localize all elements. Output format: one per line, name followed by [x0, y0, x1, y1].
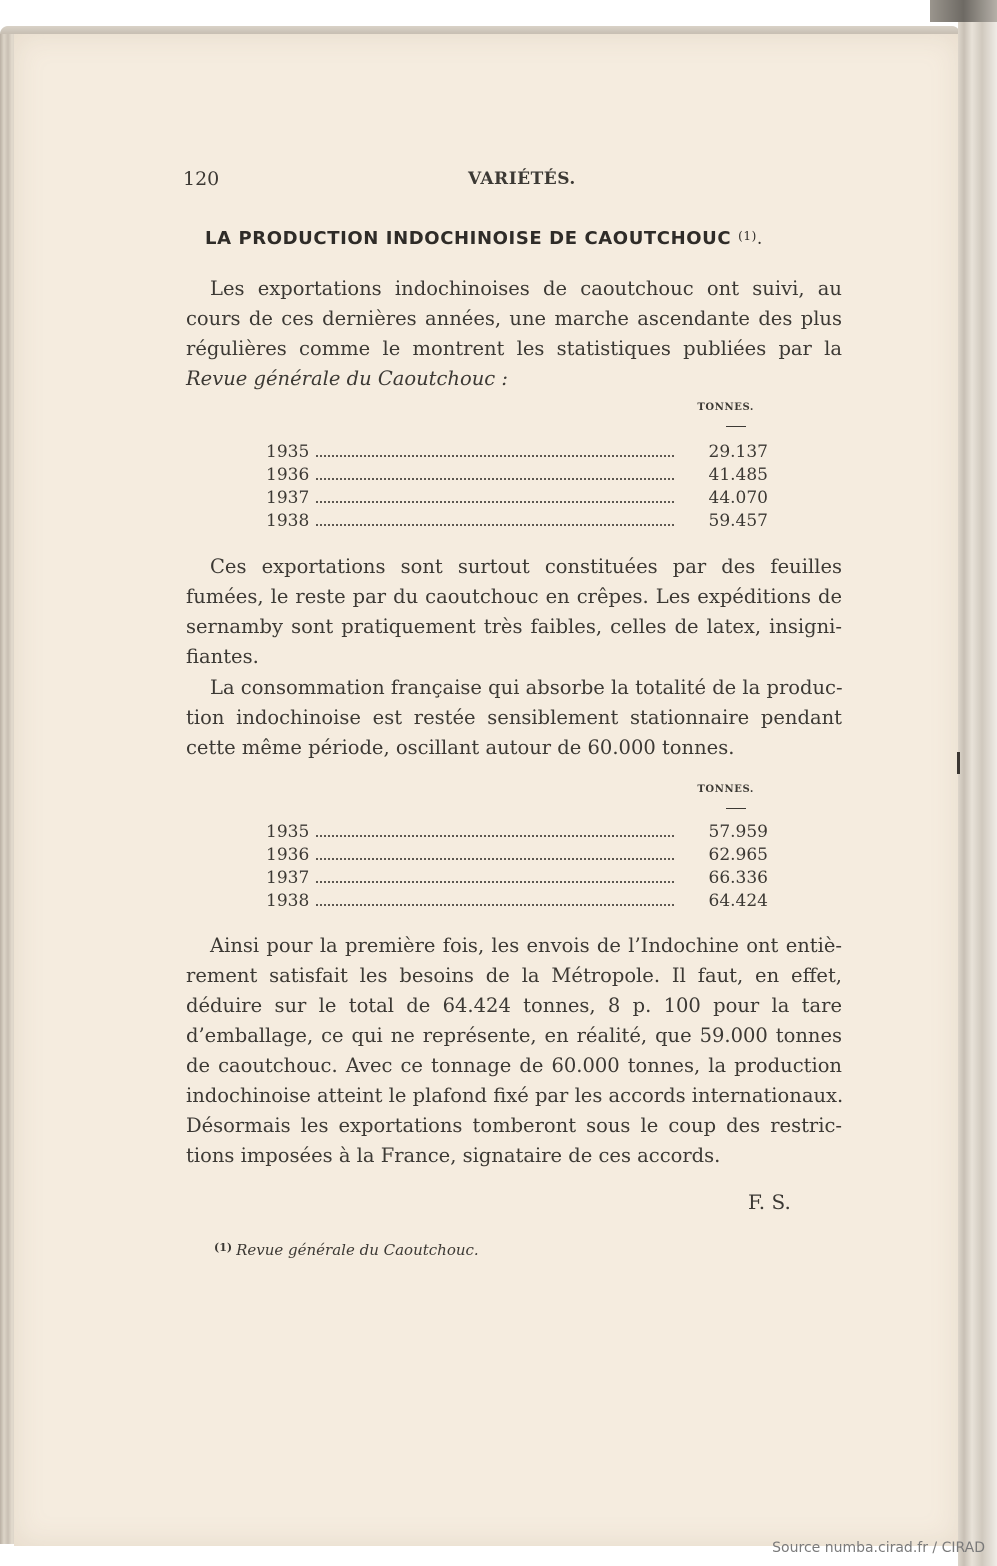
- table-row: [266, 511, 768, 533]
- paragraph-3: [186, 673, 842, 763]
- table-row: [266, 822, 768, 844]
- paragraph-2: [186, 552, 842, 672]
- dot-leader: [316, 455, 674, 457]
- table-row: [266, 891, 768, 913]
- paragraph-line: tions imposées à la France, signataire de ces accords.: [186, 1144, 721, 1167]
- row-value: 66.336: [708, 868, 768, 888]
- dot-leader: [316, 858, 674, 860]
- article-title: [205, 228, 763, 249]
- section-heading: VARIÉTÉS.: [468, 169, 576, 189]
- footnote-mark: (1): [214, 1241, 233, 1254]
- row-year: 1937: [266, 488, 310, 508]
- title-period: .: [756, 229, 763, 249]
- row-value: 64.424: [708, 891, 768, 911]
- paragraph-line: indochinoise atteint le plafond fixé par les accords internationaux.: [186, 1084, 844, 1107]
- row-year: 1935: [266, 442, 310, 462]
- paragraph-line: Les exportations indochinoises de caoutchouc ont suivi, au: [210, 277, 842, 300]
- paragraph-line: de caoutchouc. Avec ce tonnage de 60.000 tonnes, la production: [186, 1054, 842, 1077]
- row-value: 44.070: [708, 488, 768, 508]
- dot-leader: [316, 501, 674, 503]
- page-number: 120: [183, 168, 220, 190]
- row-value: 57.959: [708, 822, 768, 842]
- title-footnote-mark: (1): [738, 229, 757, 243]
- paragraph-line: déduire sur le total de 64.424 tonnes, 8 p. 100 pour la tare: [186, 994, 842, 1017]
- table-row: [266, 488, 768, 510]
- table-row: [266, 845, 768, 867]
- paragraph-line: rement satisfait les besoins de la Métropole. Il faut, en effet,: [186, 964, 842, 987]
- paragraph-4: [186, 931, 842, 1171]
- paragraph-line: fiantes.: [186, 645, 259, 668]
- book-right-edge: [958, 0, 997, 1566]
- row-value: 59.457: [708, 511, 768, 531]
- paragraph-line: régulières comme le montrent les statistiques publiées par la: [186, 337, 842, 360]
- paragraph-line: tion indochinoise est restée sensiblement stationnaire pendant: [186, 706, 842, 729]
- paragraph-line: Désormais les exportations tomberont sous le coup des restric-: [186, 1114, 842, 1137]
- journal-title: Revue générale du Caoutchouc :: [186, 367, 508, 390]
- book-gutter: [930, 0, 997, 22]
- row-year: 1936: [266, 845, 310, 865]
- row-year: 1937: [266, 868, 310, 888]
- row-year: 1935: [266, 822, 310, 842]
- header-dash: [726, 426, 746, 427]
- table-row: [266, 465, 768, 487]
- dot-leader: [316, 524, 674, 526]
- paragraph-line: cette même période, oscillant autour de 60.000 tonnes.: [186, 736, 735, 759]
- running-head: [180, 168, 820, 196]
- table-column-header: TONNES.: [697, 402, 754, 413]
- paragraph-line: d’emballage, ce qui ne représente, en réalité, que 59.000 tonnes: [186, 1024, 842, 1047]
- row-year: 1936: [266, 465, 310, 485]
- table-column-header: TONNES.: [697, 784, 754, 795]
- footnote: [214, 1241, 479, 1259]
- paragraph-line: Ainsi pour la première fois, les envois de l’Indochine ont entiè-: [210, 934, 842, 957]
- paragraph-line: fumées, le reste par du caoutchouc en crêpes. Les expéditions de: [186, 585, 842, 608]
- dot-leader: [316, 835, 674, 837]
- paragraph-line: La consommation française qui absorbe la totalité de la produc-: [210, 676, 843, 699]
- source-credit: Source numba.cirad.fr / CIRAD: [772, 1540, 985, 1556]
- consumption-table: [266, 784, 768, 914]
- paragraph-line: cours de ces dernières années, une marche ascendante des plus: [186, 307, 842, 330]
- dot-leader: [316, 881, 674, 883]
- row-year: 1938: [266, 511, 310, 531]
- margin-mark: [957, 752, 960, 774]
- author-initials: F. S.: [748, 1190, 791, 1214]
- row-value: 41.485: [708, 465, 768, 485]
- table-row: [266, 868, 768, 890]
- row-year: 1938: [266, 891, 310, 911]
- table-row: [266, 442, 768, 464]
- footnote-text: Revue générale du Caoutchouc.: [236, 1241, 479, 1259]
- row-value: 62.965: [708, 845, 768, 865]
- dot-leader: [316, 478, 674, 480]
- paragraph-line: sernamby sont pratiquement très faibles, celles de latex, insigni-: [186, 615, 842, 638]
- row-value: 29.137: [708, 442, 768, 462]
- header-dash: [726, 808, 746, 809]
- paragraph-1: [186, 274, 842, 394]
- exports-table: [266, 402, 768, 532]
- paragraph-line: Ces exportations sont surtout constituées par des feuilles: [210, 555, 842, 578]
- dot-leader: [316, 904, 674, 906]
- article-title-text: LA PRODUCTION INDOCHINOISE DE CAOUTCHOUC: [205, 228, 732, 249]
